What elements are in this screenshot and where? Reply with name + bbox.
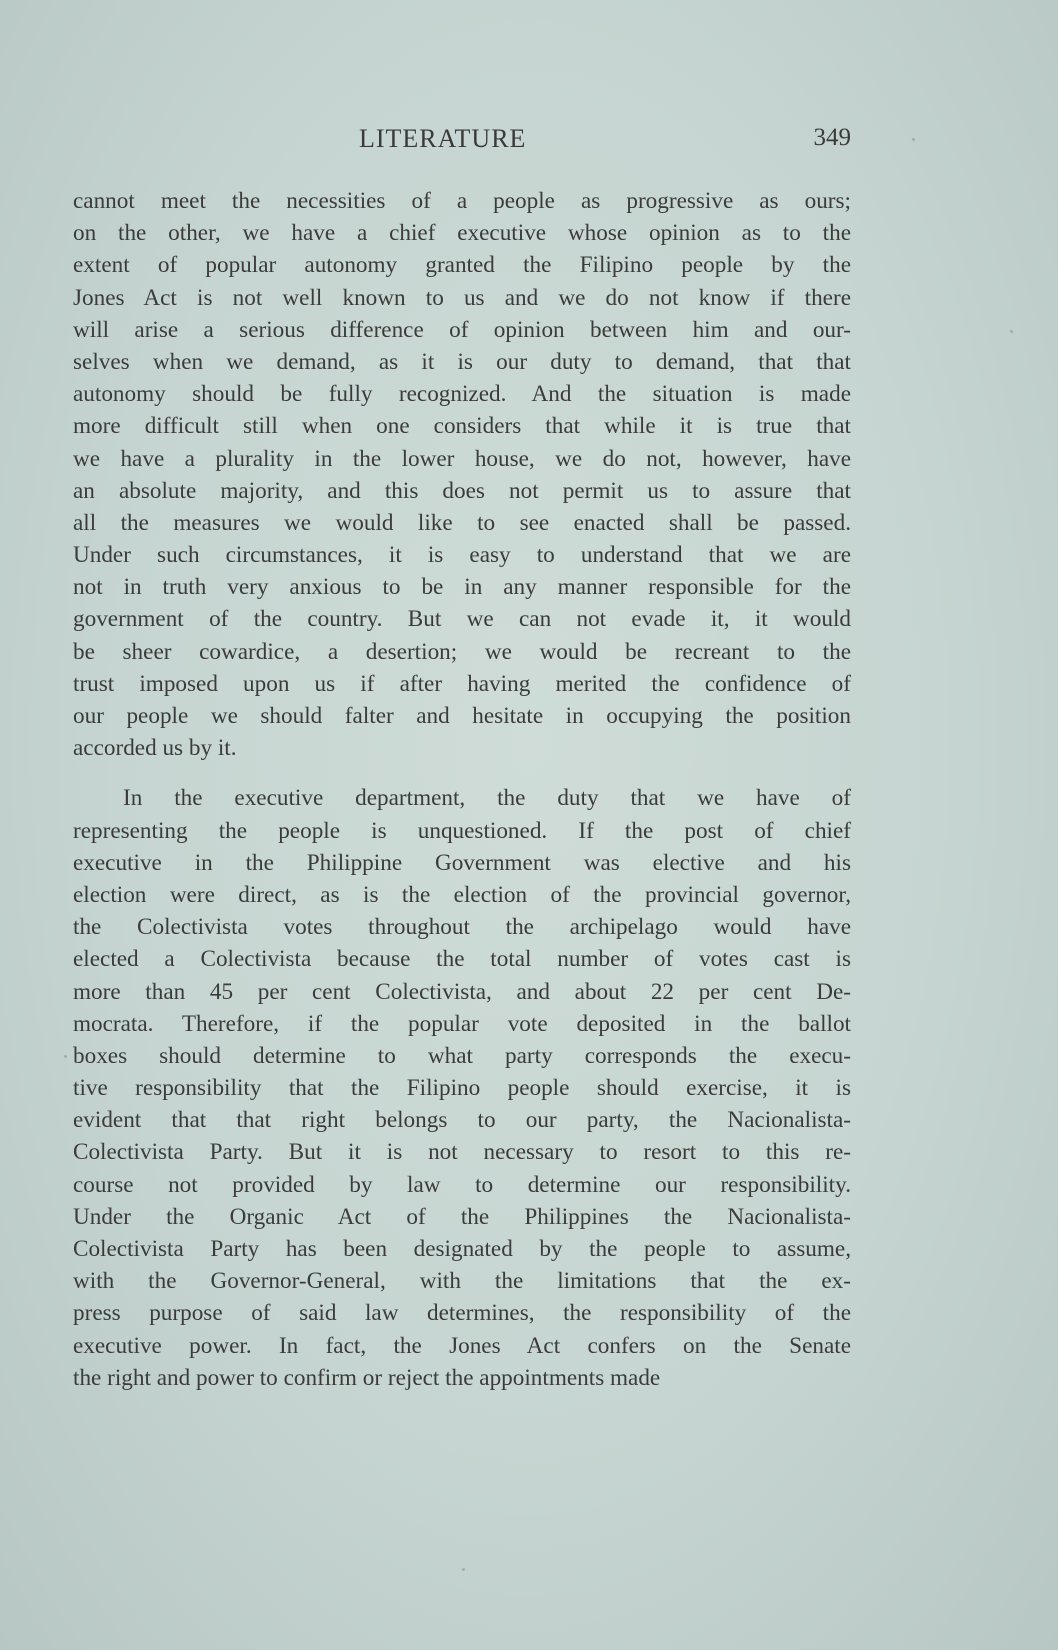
text-line: In the executive department, the duty that we have of (123, 785, 851, 812)
text-line: election were direct, as is the election of the provincial governor, (73, 881, 851, 908)
text-line: more than 45 per cent Colectivista, and about 22 per cent De- (73, 978, 851, 1005)
text-line: extent of popular autonomy granted the Filipino people by the (73, 252, 851, 279)
text-line: Colectivista Party. But it is not necessary to resort to this re- (73, 1139, 851, 1166)
text-line: on the other, we have a chief executive whose opinion as to the (73, 220, 851, 247)
paragraph-gap (73, 764, 851, 782)
text-line: representing the people is unquestioned. If the post of chief (73, 817, 851, 844)
text-line: trust imposed upon us if after having merited the confidence of (73, 670, 851, 697)
text-line: our people we should falter and hesitate in occupying the position (73, 703, 851, 729)
text-line: boxes should determine to what party corresponds the execu- (73, 1042, 851, 1069)
text-line: not in truth very anxious to be in any manner responsible for the (73, 574, 851, 601)
text-line: Jones Act is not well known to us and we do not know if there (73, 284, 851, 311)
text-line: executive in the Philippine Government was elective and his (73, 849, 851, 876)
paper-speck (462, 1568, 465, 1571)
text-line: selves when we demand, as it is our duty to demand, that that (73, 348, 851, 375)
running-title: LITERATURE (359, 124, 527, 153)
text-line: more difficult still when one considers that while it is true that (73, 413, 851, 440)
text-line: be sheer cowardice, a desertion; we would be recreant to the (73, 638, 851, 665)
text-line: mocrata. Therefore, if the popular vote deposited in the ballot (73, 1010, 851, 1037)
text-line: an absolute majority, and this does not permit us to assure that (73, 477, 851, 504)
running-head (73, 124, 851, 164)
text-line: Under such circumstances, it is easy to understand that we are (73, 542, 851, 569)
text-line: the right and power to confirm or reject the appointments made (73, 1364, 661, 1391)
paper-speck (1010, 330, 1013, 333)
text-line: the Colectivista votes throughout the archipelago would have (73, 914, 851, 941)
text-line: all the measures we would like to see enacted shall be passed. (73, 509, 851, 536)
text-line: tive responsibility that the Filipino people should exercise, it is (73, 1075, 851, 1102)
text-line: with the Governor-General, with the limitations that the ex- (73, 1268, 851, 1295)
text-line: autonomy should be fully recognized. And the situation is made (73, 381, 851, 408)
text-line: government of the country. But we can not evade it, it would (73, 606, 851, 633)
body-text (73, 185, 851, 1394)
text-line: evident that that right belongs to our party, the Nacionalista- (73, 1107, 851, 1134)
text-line: executive power. In fact, the Jones Act confers on the Senate (73, 1332, 851, 1359)
text-line: accorded us by it. (73, 735, 237, 762)
paper-speck (912, 138, 915, 141)
text-line: press purpose of said law determines, the responsibility of the (73, 1300, 851, 1327)
page-number: 349 (813, 124, 851, 151)
paragraph (73, 185, 851, 764)
text-line: Colectivista Party has been designated by the people to assume, (73, 1236, 851, 1262)
text-line: we have a plurality in the lower house, we do not, however, have (73, 445, 851, 472)
text-line: cannot meet the necessities of a people as progressive as ours; (73, 188, 851, 214)
text-line: Under the Organic Act of the Philippines the Nacionalista- (73, 1203, 851, 1230)
text-line: course not provided by law to determine our responsibility. (73, 1171, 851, 1198)
paragraph (73, 782, 851, 1394)
paper-speck (64, 1055, 67, 1058)
text-line: will arise a serious difference of opinion between him and our- (73, 316, 851, 343)
text-line: elected a Colectivista because the total number of votes cast is (73, 946, 851, 973)
